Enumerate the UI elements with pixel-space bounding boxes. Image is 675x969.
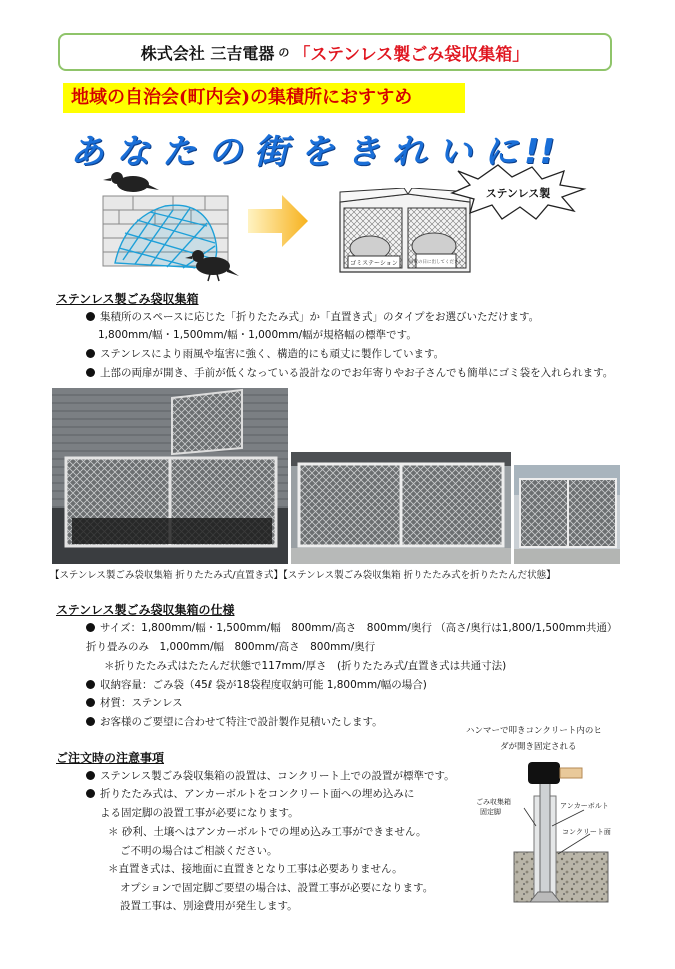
bullet-icon (86, 789, 95, 798)
bullet-icon (86, 717, 95, 726)
crow-top (103, 172, 159, 192)
slogan-exclaim: !! (524, 132, 556, 172)
note-option: オプションで固定脚ご要望の場合は、設置工事が必要になります。 (120, 882, 434, 894)
photo-box-folded (514, 465, 620, 564)
note-anchor: 折りたたみ式は、アンカーボルトをコンクリート面への埋め込みに (86, 786, 414, 801)
note-cost: 設置工事は、別途費用が発生します。 (120, 900, 298, 912)
diagram-label-bolt: アンカーボルト (560, 802, 609, 810)
slogan-text: あなたの街をきれいに (70, 132, 530, 172)
diagram-label-leg-2: 固定脚 (480, 808, 501, 816)
note-consult: ご不明の場合はご相談ください。 (120, 845, 278, 857)
anchor-bolt-diagram (470, 756, 620, 906)
bullet-icon (86, 623, 95, 632)
spec-size: サイズ：1,800mm/幅・1,500mm/幅 800mm/高さ 800mm/奥行 （高さ/奥行は1,800/1,500mm共通） (86, 620, 617, 635)
box-sign-text: ゴミステーション (350, 260, 398, 267)
photo-box-front (291, 452, 511, 564)
section1-bullet-2: ステンレスにより雨風や塩害に強く、構造的にも頑丈に製作しています。 (86, 346, 444, 361)
diagram-note-1: ハンマーで叩きコンクリート内のヒ (466, 726, 602, 736)
bullet-icon (86, 312, 95, 321)
section2-title: ステンレス製ごみ袋収集箱の仕様 (56, 603, 235, 617)
bullet-icon (86, 349, 95, 358)
section3-title: ご注文時の注意事項 (56, 751, 165, 765)
section1-bullet-3: 上部の両扉が開き、手前が低くなっている設計なのでお年寄りやお子さんでも簡単にゴミ袋を入れられます。 (86, 365, 613, 380)
arrow-right-icon (248, 195, 310, 247)
tagline-band: 地域の自治会(町内会)の集積所におすすめ (63, 83, 465, 113)
header-particle: の (278, 46, 290, 59)
note-concrete: ステンレス製ごみ袋収集箱の設置は、コンクリート上での設置が標準です。 (86, 768, 455, 783)
diagram-label-surface: コンクリート面 (562, 828, 611, 836)
bullet-icon (86, 680, 95, 689)
note-gravel: ＊ 砂利、土壌へはアンカーボルトでの埋め込み工事ができません。 (108, 826, 427, 838)
stainless-starburst (448, 163, 588, 223)
company-name: 株式会社 三吉電器 (140, 43, 275, 63)
starburst-label: ステンレス製 (485, 187, 551, 200)
spec-folding-only: 折り畳みのみ 1,000mm/幅 800mm/高さ 800mm/奥行 (86, 641, 376, 653)
product-name: 「ステンレス製ごみ袋収集箱」 (293, 44, 530, 65)
diagram-note-2: ダが開き固定される (500, 742, 577, 752)
bullet-icon (86, 771, 95, 780)
spec-material: 材質：ステンレス (86, 695, 183, 710)
hammer-icon (528, 762, 582, 784)
bullet-icon (86, 698, 95, 707)
spec-custom: お客様のご要望に合わせて特注で設計製作見積いたします。 (86, 714, 383, 729)
photo-open-box (52, 388, 288, 564)
spec-capacity: 収納容量：ごみ袋（45ℓ 袋が18袋程度収納可能 1,800mm/幅の場合) (86, 677, 427, 692)
note-direct: ＊直置き式は、接地面に直置きとなり工事は必要ありません。 (108, 863, 403, 875)
section1-title: ステンレス製ごみ袋収集箱 (56, 292, 199, 306)
spec-folded-thickness: ＊折りたたみ式はたたんだ状態で117mm/厚さ (折りたたみ式/直置き式は共通寸法) (104, 660, 507, 672)
note-anchor-cont: よる固定脚の設置工事が必要になります。 (100, 807, 299, 819)
photo-caption: 【ステンレス製ごみ袋収集箱 折りたたみ式/直置き式】【ステンレス製ごみ袋収集箱 折りたたみ式を折りたたんだ状態】 (50, 570, 556, 581)
box-note-text: 回収の日に出してください (409, 260, 463, 265)
crow-net-illustration (95, 168, 245, 283)
section1-line-2: 1,800mm/幅・1,500mm/幅・1,000mm/幅が規格幅の標準です。 (98, 329, 417, 341)
section1-bullet-1: 集積所のスペースに応じた「折りたたみ式」か「直置き式」のタイプをお選びいただけます。 (86, 309, 539, 324)
header-title-box (58, 33, 612, 71)
bullet-icon (86, 368, 95, 377)
diagram-label-leg-1: ごみ収集箱 (476, 798, 511, 806)
